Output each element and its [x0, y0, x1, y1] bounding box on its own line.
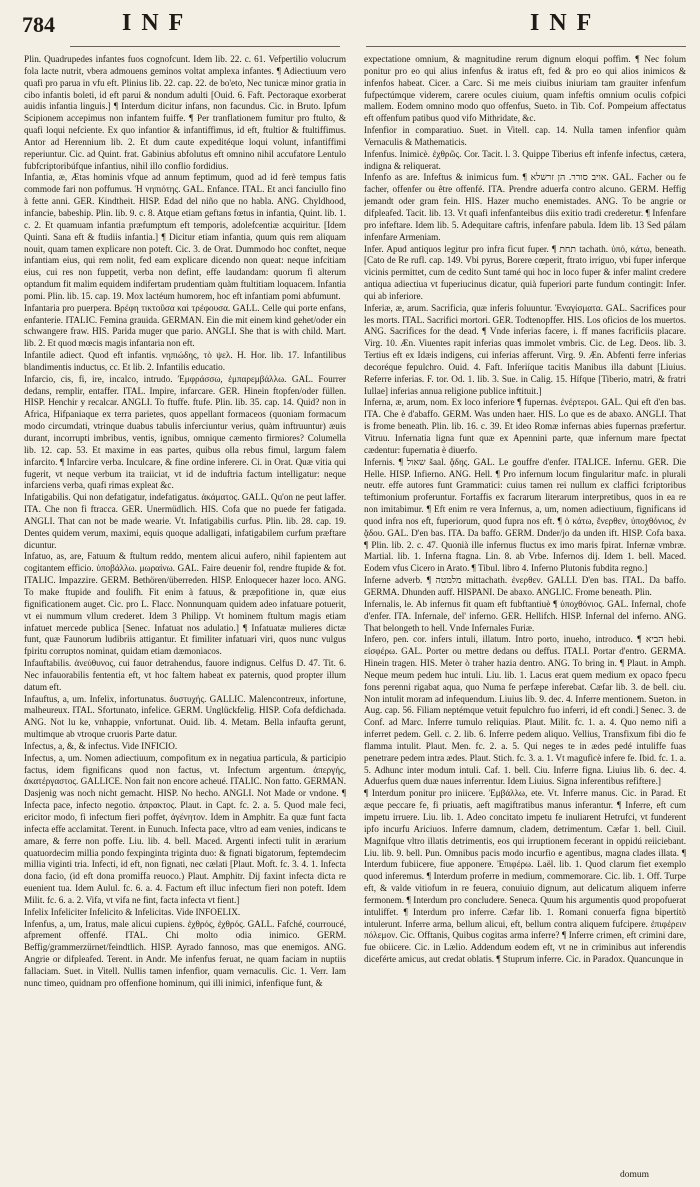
dictionary-entry: Inferne adverb. ¶ מלמטה mittachath. ἐνερθεν. GALLI. D'en bas. ITAL. Da baffo. GERMA. Dhunden auff. HISPANI. De abaxo. ANGLIC. Frome beneath. Plin.	[364, 575, 686, 597]
catchword: domum	[620, 1170, 650, 1180]
right-column	[364, 54, 686, 1174]
dictionary-entry: Infer. Apud antiquos legitur pro infra ficut fuper. ¶ תחת tachath. ὑπό, κάτω, beneath. [Cato de Re rufl. cap. 149. Vbi pyrus, Borere cœperit, ftrato irriguo, vbi fuper inferque vicinis permittet, cum de cedito Sunt tamé qui hoc in loco fuper & infer malint credere antiqua adiectiua vt fuperiucinus dicatur, quià fuperiori parte fundum contingit: Infer. qui ab inferiore.	[364, 243, 686, 301]
dictionary-entry: Infatigabilis. Qui non defatigatur, indefatigatus. ἀκάματος. GALL. Qu'on ne peut laffer. ITA. Che non fi ftracca. GER. Unermüdlich. HIS. Cofa que no puede fer fatigada. ANGLI. That can not be made wearie. Vt. Infatigabilis curfus. Plin. lib. 28. cap. 19. Dentes quidem verum, maximi, equis quoque adalligati, infatigabilem curfum præftare dicuntur.	[24, 492, 346, 550]
dictionary-entry: ¶ Interdum ponitur pro iniicere. Ἐμβάλλω, ete. Vt. Inferre manus. Cic. in Parad. Et æque peccare fe, fi priuatis, aeft magiftratibus manus inferantur. ¶ Inferre, eft cum impetu irruere. Liu. lib. 1. Adeo concitato impetu fe inuliarent Hetrufci, vt funderent ipfo incurfu Ariciuos. Inferre damnum, cladem, detrimentum. Cæfar 1. bell. Ciuil. Magnifque vltro illatis detrimentis, eos qui irruptionem fecerant in oppidú reiiciebant. Liu. lib. 9. bell. Pun. Omnibus pacis modo incurfio e agentibus, magna clades illata. ¶ Interdum fubiicere, fiue apponere. Ἐπιφέρω. Laël. lib. 1. Quod clarum fiet exemplo quod inferemus. ¶ Interdum proferre in medium, commemorare. Cic. lib. 1. Off. Turpe eft, & valde vitiofum in re feuera, conuiuio dignum, aut delicatum aliquem inferre fermonem. ¶ Interdum pro concludere. Seneca. Quum his argumentis quod propofuerat intuliffet. ¶ Interdum pro inferre. Cæfar lib. 1. Romani conuerfa figna bipertitò intulerunt. Inferre arma, bellum alicui, eft, bellum contra aliquem fufcipere. ἐπιφέρειν πόλεμον. Cic. Offtanis, Quibus cogitas arma inferre? ¶ Inferre crimen, eft crimini dare, fue obiicere. Cic. in Lælio. Addendum eodem eft, vt ne in criminibus aut inferendis diceférte amicus, aut credat oblatis. ¶ Stuprum inferre. Cic. in Paradox. Quancunque in	[364, 788, 686, 965]
dictionary-entry: Infantaria pro puerpera. Βρέφη τικτοῦσα καὶ τρέφουσα. GALL. Celle qui porte enfans, enfanterie. ITALIC. Femina grauida. GERMAN. Ein die mit einem kind gehet/oder ein schwangere fraw. HIS. Parida muger que pario. ANGLI. She that is with child. Mart. lib. 2. Et quod mœcis magis infantaria non eft.	[24, 302, 346, 349]
dictionary-entry: Inferna, æ, arum, nom. Ex loco inferiore ¶ fupernas. ἐνέρτεροι. GAL. Qui eft d'en bas. ITA. Che è d'abaffo. GERM. Was unden haer. HIS. Lo que es de abaxo. ANGLI. That is frome beneath. Plin. lib. 16. c. 39. Et ideo Romæ infernas abies fupernas præfertur. Vitruu. Infernatia ligna funt quæ ex Apennini parte, quæ infernum mare fpectat cædentur: fupernatia è diuerfo.	[364, 397, 686, 455]
running-head-left: INF	[122, 10, 194, 36]
dictionary-entry: Infectus, a, um. Nomen adiectiuum, compofitum ex in negatiua particula, & participio factus, idem fignificans quod non factus, vt. Infectum argentum. ἀπεργής, ἀκατέργαστος. GALLICE. Non fait non encore acheué. ITALIC. Non fatto. GERMAN. Dasjenig was noch nicht gemacht. HISP. No hecho. ANGLI. Not Made or vndone. ¶ Infecta pace, infecto negotio. ἀπρακτος. Plaut. in Capt. fc. 2. a. 5. Quod male feci, ericitor modo, fi infectum fieri poffet, ἀγένητον. Idem in Amphitr. Ea quæ funt facta infecta effe acclamitat. Terent. in Eunuch. Infecta pace, vltro ad eam venies, indicans te amare, & ferre non poffe. Liu. lib. 4. bell. Maced. Argenti infecti tulit in ærarium quatuordecim millia pondo fexpinginta triginta duo: & fignati bigatorum, feptemdecim millia viginti tria. Infecti, id eft, non fignati, nec cælati [Plaut. Moft. fc. 3. 4. 1. Infecta dona facio, (id eft dona promiffa reuoco.) Plaut. Amphitr. Dij faxint infecta dicta re euenient tua. Idem Aulul. fc. 6. a. 4. Factum eft illuc infectum fieri non poteft. Idem Milit. fc. 6. a. 2. Vifa, vt vifa ne fint, facta infecta vt fient.]	[24, 752, 346, 905]
dictionary-entry: Infarcio, cis, fi, ire, incalco, intrudo. Ἐμφράσσω, ἐμπαρεμβάλλω. GAL. Fourrer dedans, remplir, entaffer. ITAL. Impire, infarcare. GER. Hinein ftopfen/oder füllen. HISP. Henchir y recalcar. ANGLI. To ftuffe. ftufe. Plin. lib. 35. cap. 14. Quid? non in Africa, Hifpaniaque ex terra parietes, quos appellant formaceos (quoniam formacum modo circumdati, vtrinque duabus tabulis inferciuntur verius, quàm inftruuntur) æuis durant, incorrupti imbribus, ventis, ignibus, omnique cæmento firmiores? Columella lib. 12. cap. 53. Et maxime in eas partes, quibus olla rebus fimul, largum falem infarcito. ¶ Infarcire verba. Inculcare, & fine ordine inferere. Ci. in Orat. Quæ vitia qui fugerit, vt neque verbum ita traiiciat, vt id de induftria factum intelligatur: neque infarciens verba, quafi rimas expleat &c.	[24, 373, 346, 491]
dictionary-entry: Plin. Quadrupedes infantes fuos cognofcunt. Idem lib. 22. c. 61. Vefpertilio volucrum fola lacte nutrit, vbera admouens geminos voltat amplexa infantes. ¶ Adiectiuum vero quafi pro parua in vfu eft. Plinius lib. 22. cap. 22. de bo'eto, Nec tunicæ minor gratia in cibo infantis boleti, id eft parui & nondum adulti [Ouid. 6. Faft. Pectoraque exorberat auidis infantia linguis.] ¶ Interdum dicitur infans, non facundus. Cic. in Bruto. Ipfum Scipionem accepimus non infantem fuiffe. ¶ Per tranflationem fumitur pro ftulto, & quafi loqui nefciente. Ex quo infantior & infantiffimus, id eft, ftultior & ftultiffimus. Antor ad Herennium lib. 2. Et dum caute expeditéque loqui volunt, infantiffimi reperiuntur. Cic. ad Quint. frat. Gabinius abfolutus eft omnino nihil accufatore Lentulo fubfcriptoribúfque infantius, nihil illo conflio fordidius.	[24, 54, 346, 171]
dictionary-entry: Infernis. ¶ שאול šaal. ᾅδης. GAL. Le gouffre d'enfer. ITALICE. Infernu. GER. Die Helle. HISP. Infierno. ANG. Hell. ¶ Pro infernum locum fingularitur mafc. in plurali neutr. effe autores funt Grammatici: cuius tamen rei nullum ex claffici fcriptoribus teftimonium proferuntur. Fortaffis ex facrarum literarum interpretibus, quos in ea re non imitabimur. ¶ Eft enim re vera Infernus, a, um, nomen adiectiuum, fignificans id quod infra nos eft, fuperiorum, quod fupra nos eft. ¶ ὁ κάτω, ἔνερθεν, ὑποχθόνιος, ἐν ᾅδου. GAL. D'en bas. ITA. Da baffo. GERM. Dnder/jo da unden ift. HISP. Cofa baxa. ¶ Plin. lib. 2. c. 47. Quonià ille infernus fluctus ex imo maris fpirat. Infernæ vmbræ. Martial. lib. 1. Inferna ftagna. Lin. 8. ab Vrbe. Infernos dij. Idem 1. bell. Maced. Eodem vfus Cicero in Arato. ¶ Tibul. libro 4. Inferno Plutonis fubdita regno.]	[364, 456, 686, 574]
dictionary-entry: Infauftus, a, um. Infelix, infortunatus. δυστυχής. GALLIC. Malencontreux, infortune, malheureux. ITAL. Sfortunato, infelice. GERM. Unglückfelig. HISP. Cofa defdichada. ANG. Not lu ke, vnhappie, vnfortunat. Ouid. lib. 4. Metam. Bella infaufta gerunt, multimque ab vtroque cruoris Parte datur.	[24, 693, 346, 740]
dictionary-entry: Inferiæ, æ, arum. Sacrificia, quæ inferis foluuntur. Ἐναγίσματα. GAL. Sacrifices pour les morts. ITAL. Sacrifici mortori. GER. Todtenopffer. HIS. Los oficios de los muertos. ANG. Sacrifices for the dead. ¶ Vnde inferias facere, i. ff manes facrificiis placare. Virg. 10. Æn. Viuentes rapit inferias quas immolet vmbris. Cic. de Leg. Deos. lib. 3. Tertius eft ex Idæis indigens, cui inferias afferunt. Virg. 9. Æn. Abfenti ferre inferias decoréque fepulchro. Ouid. 4. Faft. Inferiíque tacitis Manibus illa dabunt [Liuius. Referre inferias. F. tor. Od. 1. lib. 3. Sue. in Calig. 15. Hífque [Tiberio, matri, & fratri Iullae] inferias annua religione publice inftituit.]	[364, 302, 686, 396]
left-column	[24, 54, 346, 1174]
page-number: 784	[22, 12, 55, 37]
dictionary-entry: Infenfus, a, um, Iratus, male alicui cupiens. ἐχθρός, ἐχθρός. GALL. Fafché, courroucé, afprement offenfé. ITAL. Chi molto odia inimico. GERM. Beffig/grammerzürnet/feindtlich. HISP. Ayrado fannoso, mas que enemigos. ANG. Angrie or difpleafed. Terent. in Andr. Me infenfus feruat, ne quam faciam in nuptiis fallaciam. Suet. in Vitell. Nullis tamen infenfior, quam vernaculis. Cic. 1. Verr. Iam nunc timeo, quidnam pro offenfione hominum, qui illi inimici, infenfique funt, &	[24, 918, 346, 988]
dictionary-entry: Infenfior in comparatiuo. Suet. in Vitell. cap. 14. Nulla tamen infenfior quàm Vernaculis & Mathematicis.	[364, 125, 686, 147]
dictionary-entry: Infauftabilis. ἀνεύθυνος, cui fauor detrahendus, fauore indignus. Celfus D. 47. Tit. 6. Nec infauorabilis fententia eft, vt hoc faltem habeat ex paternis, quod propter illum datum eft.	[24, 658, 346, 692]
dictionary-entry: Infectus, a, &, & infectus. Vide INFICIO.	[24, 740, 178, 751]
dictionary-entry: expectatione omnium, & magnitudine rerum dignum eloqui poffim. ¶ Nec folum ponitur pro eo qui alius infenfus & iratus eft, fed & pro eo qui alios inimicos & infenfos habeat. Cicer. a Carc. Si me meis ciuibus iniuriam tam grauiter infenfum fufpectúmque viderem, carere ocules ciuium, quam infeftis omnium oculis cofpici mallem. Eodem omnino modo quo offenfus, Sueto. in Tib. Cof. Pompeium affectatus eft offenfum patibus quod vifo Mithridate, &c.	[364, 54, 686, 124]
dictionary-entry: Infantile adiect. Quod eft infantis. νηπιώδης, τὸ ψελ. H. Hor. lib. 17. Infantilibus blandimentis inductus, cc. Et lib. 2. Infantilis educatio.	[24, 350, 346, 372]
header-rule-left	[70, 46, 340, 47]
dictionary-entry: Infelix Infeliciter Infelicito & Infelicitas. Vide INFOELIX.	[24, 906, 241, 917]
dictionary-entry: Infenfus. Inimicè. ἐχθρῶς. Cor. Tacit. l. 3. Quippe Tiberius eft infenfe infectus, cætera, indigna & reliquerat.	[364, 148, 686, 171]
running-head-right: INF	[530, 10, 602, 36]
dictionary-entry: Infatuo, as, are, Fatuum & ftultum reddo, mentem alicui aufero, nihil fapientem aut cogitantem efficio. ὑποβάλλω. μωραίνω. GAL. Faire deuenir fol, rendre ftupide & fot. ITALIC. Impazzire. GERM. Bethören/überreden. HISP. Enloquecer hazer loco. ANG. To make ftupide and foulifh. Fit enim à fatuus, & præpofitione in, quæ eius fignificationem auget. Cic. pro L. Flacc. Nonnunquam quidem adeo infatuare potuerit, vt ei nummum vllum crederet. Idem 3 Philipp. Vt hominem ftultum magis etiam infatuet mercede publica [Senec. Infatuat nos adulatio.] ¶ Infatuatæ mulieres dictæ funt, quæ Faunorum ludibriis attigantur. Et fimiliter infatuari viri, quos nunc vulgus fpiritu corruptos nominat, quidam etiam dæmoniacos.	[24, 551, 346, 657]
dictionary-entry: Infenfo as are. Infeftus & inimicus fum. ¶ אויב סורר. הן זרשלא. GAL. Facher ou fe facher, offenfer ou être offenfé. ITA. Prendre aduerfa contro alcuno. GERM. Heffig jemandt oder gram fein. HIS. Hazer mucho enemistades. ANG. To be angrie or difpleafed. Tacit. lib. 13. Vt quafi infenfanteibus diis exitio tradi crederetur. ¶ Infenfare pro infeftare. Idem lib. 5. Adequitare caftris, infenfare pabula. Idem lib. 13 Sed pálam infenfare Armeniam.	[364, 172, 686, 242]
header-rule-right	[366, 46, 686, 47]
dictionary-entry: Infernalis, le. Ab infernus fit quam eft fubftantiuè ¶ ὑποχθόνιος. GAL. Infernal, chofe d'enfer. ITA. Infernale, del' inferno. GER. Hellifch. HISP. Infernal del inferno. ANG. That belongeth to hell. Vnde Infernales Furiæ.	[364, 598, 686, 633]
page-header	[0, 8, 700, 44]
dictionary-entry: Infero, pen. cor. infers intuli, illatum. Intro porto, inueho, introduco. ¶ הביא hebi. εἰσφέρω. GAL. Porter ou mettre dedans ou deffus. ITALI. Portar d'entro. GERMA. Hinein tragen. HIS. Meter ò traher hazia dentro. ANG. To bring in. ¶ Plaut. in Amph. Neque meum pedem huc intuli. Liu. lib. 1. Lacus erat quem medium ex opaco fpecu fons perenni rigabat aqua, quo Numa fe perfæpe inferebat. Cæfar lib. 3. de bell. ciu. Non intulit moram ad infequendum. Liuius lib. 9. dec. 4. Inferre mentionem. Sueton. in Aug. cap. 56. Filiam neptémque vetuit fepulchro fuo inferri, id eft condi.] Senec. 3. de Conf. ad Marc. Inferre tumulo reliquias. Plaut. Milit. fc. 1. a. 4. Quo nemo nifi a inferret pedem. Gell. c. 2. lib. 6. Inferre pedem aliquo. Vellius, Transfixum fibi dio fe flamma intulit. Plaut. Men. fc. 2. a. 5. Qui neges te in ædes pedé intuliffe fuas penetrare pedem intra ædes. Plaut. Stich. fc. 3. a. 1. Vt maguficè infere fe. Ibid. fc. 1. a. 5. Adhunc inter modum intuli. Caf. 1. bell. Ciu. Inferre figna. Liuius lib. 6. dec. 4. Aduerfus quem duæ naues inferrentur. Idem Liuius. Signa inferentibus refiftere.]	[364, 634, 686, 787]
dictionary-entry: Infantia, æ, Ætas hominis vfque ad annum feptimum, quod ad id ferè tempus fatis commode fari non poffumus. Ἡ νηπιότης. GAL. Enfance. ITAL. Et anci fanciullo fino à fette anni. GER. Kindtheit. HISP. Edad del niño que no habla. ANG. Chyldhood, infancie, babeship. Plin. lib. 9. c. 8. Atque etiam geftans fœtus in infantia, Quint. lib. 1. c. 2. Et quamuam infantia præfumptum eft temporis, adolefcentiæ acquiritur. [Idem Quinti. Sana eft & ftudiis infantia.] ¶ Dicitur etiam infantia, quum quis rem aliquam nouit, quam tamen explicare non poteft. Cic. 3. de Orat. Dummodo hoc conftet, neque infantiam eius, qui rem nolit, fed eam explicare dicendo non queat: neque infcitiam eius, cui res non fuppetit, verba non defint, effe laudandam: quorum fi alterum optandum fit malim equidem indifertam prudentiam quàm ftultitiam loquacem. Infantia pomi. Plin. lib. 15. cap. 19. Mox lactéum humorem, hoc eft infantiam pomi abfumunt.	[24, 172, 346, 301]
